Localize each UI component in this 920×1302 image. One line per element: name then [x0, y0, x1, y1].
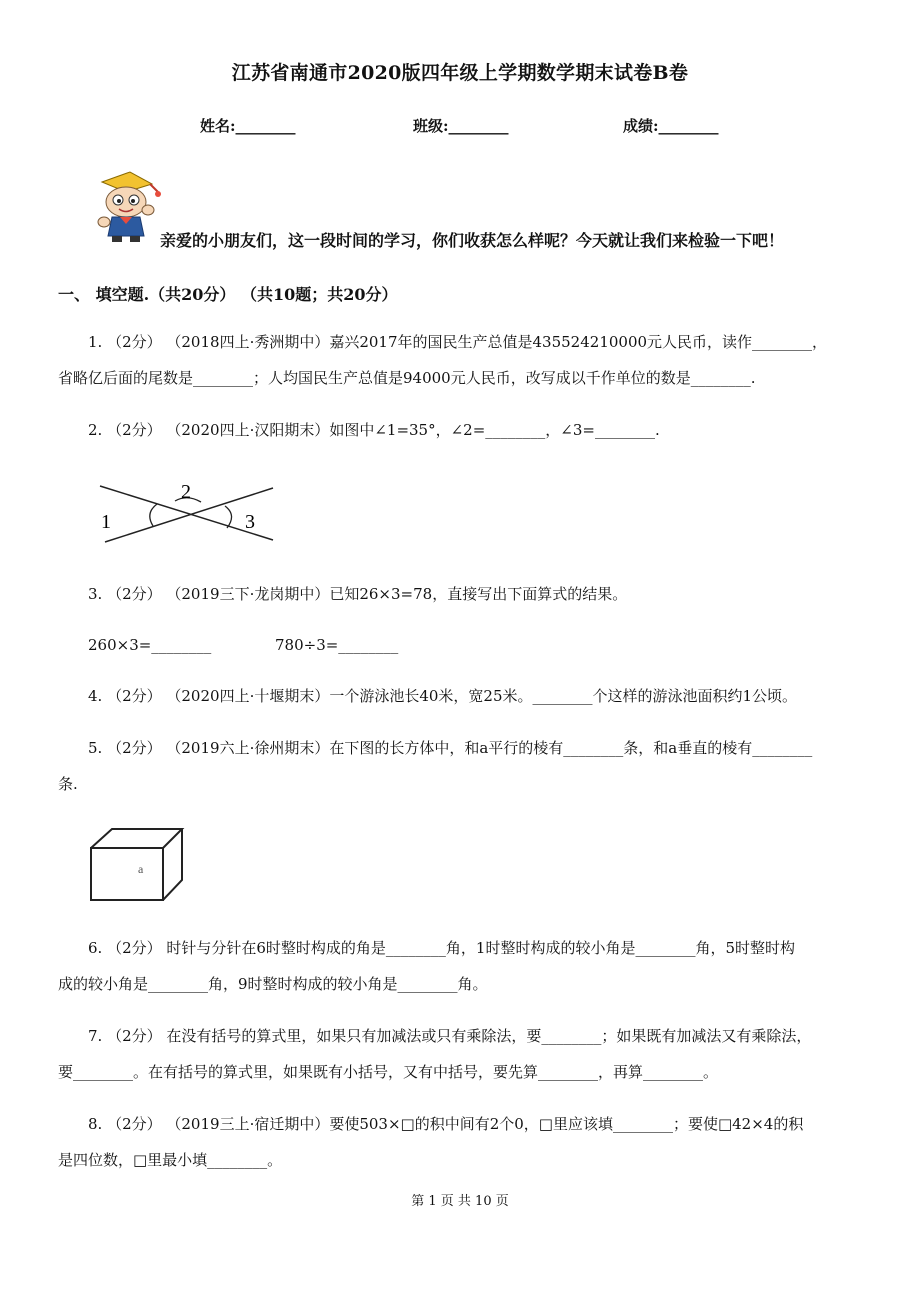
- question-7: [58, 1018, 868, 1090]
- question-1-line-2: 省略亿后面的尾数是________；人均国民生产总值是94000元人民币，改写成以千作单位的数是________.: [58, 369, 756, 387]
- question-4: [58, 678, 868, 714]
- question-3-line-1: 3. （2分） （2019三下·龙岗期中）已知26×3=78，直接写出下面算式的结果。: [88, 585, 628, 603]
- question-7-line-1: 7. （2分） 在没有括号的算式里，如果只有加减法或只有乘除法，要________；如果既有加减法又有乘除法，: [88, 1027, 812, 1045]
- mascot-image: [92, 170, 162, 245]
- greeting-text: 亲爱的小朋友们，这一段时间的学习，你们收获怎么样呢？今天就让我们来检验一下吧！: [160, 231, 785, 250]
- question-2-line-1: 2. （2分） （2020四上·汉阳期末）如图中∠1=35°，∠2=________，∠3=________.: [88, 421, 660, 439]
- score-field-label: 成绩:________: [623, 117, 719, 135]
- question-6-line-2: 成的较小角是________角，9时整时构成的较小角是________角。: [58, 975, 488, 993]
- question-5-line-1: 5. （2分） （2019六上·徐州期末）在下图的长方体中，和a平行的棱有________条，和a垂直的棱有________: [88, 739, 813, 757]
- name-field-label: 姓名:________: [200, 117, 296, 135]
- question-2: [58, 412, 868, 448]
- question-3-expression-2: 780÷3=________: [275, 636, 399, 654]
- page-title: 江苏省南通市2020版四年级上学期数学期末试卷B卷: [231, 62, 689, 84]
- question-5-line-2: 条.: [58, 775, 78, 793]
- angle-label-3: 3: [245, 511, 255, 533]
- question-4-line-1: 4. （2分） （2020四上·十堰期末）一个游泳池长40米，宽25米。________个这样的游泳池面积约1公顷。: [88, 687, 798, 705]
- question-8-line-2: 是四位数，□里最小填________。: [58, 1151, 283, 1169]
- question-1-line-1: 1. （2分） （2018四上·秀洲期中）嘉兴2017年的国民生产总值是435524210000元人民币，读作________，: [88, 333, 828, 351]
- question-8: [58, 1106, 868, 1178]
- question-5: [58, 730, 868, 802]
- question-7-line-2: 要________。在有括号的算式里，如果既有小括号，又有中括号，要先算________，再算________。: [58, 1063, 719, 1081]
- question-3: [58, 576, 868, 612]
- page-footer: 第 1 页 共 10 页: [411, 1194, 509, 1209]
- question-8-line-1: 8. （2分） （2019三上·宿迁期中）要使503×□的积中间有2个0，□里应该填________；要使□42×4的积: [88, 1115, 804, 1133]
- question-6-line-1: 6. （2分） 时针与分针在6时整时构成的角是________角，1时整时构成的较小角是________角，5时整时构: [88, 939, 796, 957]
- angles-figure: [95, 478, 280, 548]
- edge-label-a: a: [138, 862, 144, 876]
- class-field-label: 班级:________: [413, 117, 509, 135]
- angle-label-2: 2: [181, 481, 191, 503]
- question-1: [58, 324, 868, 396]
- question-6: [58, 930, 868, 1002]
- question-3-expression-1: 260×3=________: [88, 636, 212, 654]
- angle-label-1: 1: [101, 511, 111, 533]
- section-heading: 一、 填空题.（共20分） （共10题；共20分）: [58, 285, 398, 304]
- cuboid-figure: [88, 826, 188, 904]
